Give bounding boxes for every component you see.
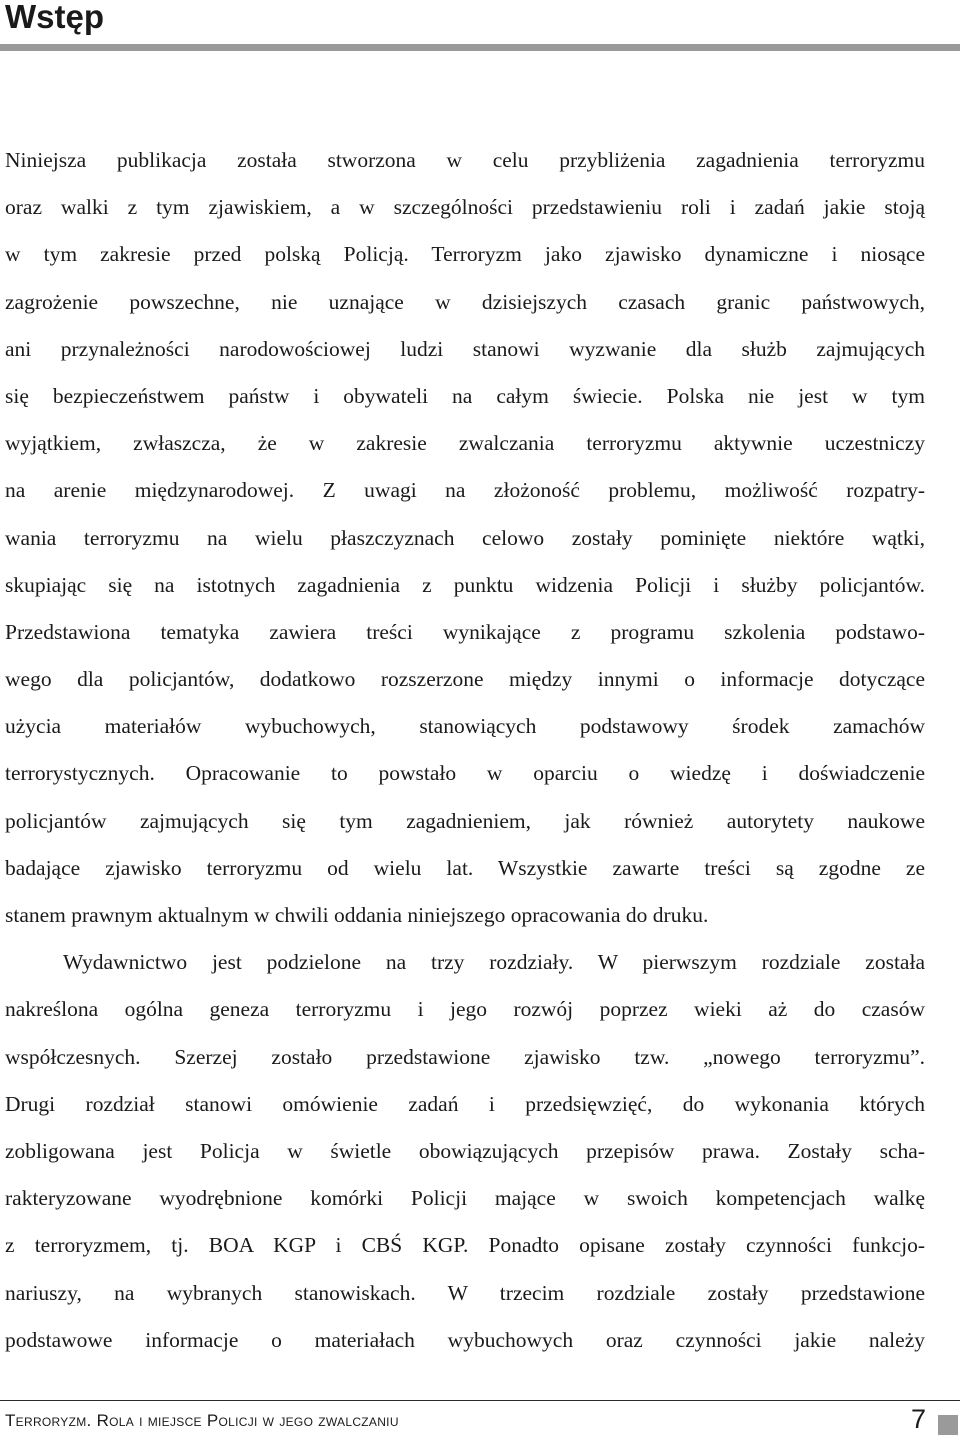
text-line: zagrożenie powszechne, nie uznające w dzisiejszych czasach granic państwowych, (5, 289, 925, 314)
body-text (5, 137, 925, 1364)
text-line: badające zjawisko terroryzmu od wielu lat. Wszystkie zawarte treści są zgodne ze (5, 855, 925, 880)
page-title: Wstęp (5, 0, 104, 35)
title-underline-bar (0, 44, 960, 51)
text-line: stanem prawnym aktualnym w chwili oddania niniejszego opracowania do druku. (5, 903, 709, 927)
text-line: Niniejsza publikacja została stworzona w celu przybliżenia zagadnienia terroryzmu (5, 148, 925, 172)
text-line: w tym zakresie przed polską Policją. Terroryzm jako zjawisko dynamiczne i niosące (5, 242, 925, 267)
text-line: Drugi rozdział stanowi omówienie zadań i przedsięwzięć, do wykonania których (5, 1091, 925, 1116)
text-line: użycia materiałów wybuchowych, stanowiących podstawowy środek zamachów (5, 714, 925, 739)
page-number: 7 (910, 1404, 926, 1434)
text-line: zobligowana jest Policja w świetle obowiązujących przepisów prawa. Zostały scha- (5, 1138, 925, 1163)
text-line: na arenie międzynarodowej. Z uwagi na złożoność problemu, możliwość rozpatry- (5, 478, 925, 503)
text-line: wyjątkiem, zwłaszcza, że w zakresie zwalczania terroryzmu aktywnie uczestniczy (5, 431, 925, 456)
text-line: z terroryzmem, tj. BOA KGP i CBŚ KGP. Ponadto opisane zostały czynności funkcjo- (5, 1233, 925, 1258)
text-line: nariuszy, na wybranych stanowiskach. W trzecim rozdziale zostały przedstawione (5, 1280, 925, 1305)
text-line: policjantów zajmujących się tym zagadnieniem, jak również autorytety naukowe (5, 808, 925, 833)
footer-divider (0, 1400, 960, 1401)
text-line: rakteryzowane wyodrębnione komórki Policji mające w swoich kompetencjach walkę (5, 1186, 925, 1211)
text-line: wego dla policjantów, dodatkowo rozszerzone między innymi o informacje dotyczące (5, 667, 925, 692)
text-line: współczesnych. Szerzej zostało przedstawione zjawisko tzw. „nowego terroryzmu”. (5, 1044, 925, 1069)
text-line: skupiając się na istotnych zagadnienia z punktu widzenia Policji i służby policjantów. (5, 572, 925, 597)
text-line: oraz walki z tym zjawiskiem, a w szczególności przedstawieniu roli i zadań jakie stoją (5, 195, 925, 220)
text-line: Wydawnictwo jest podzielone na trzy rozdziały. W pierwszym rozdziale została (63, 950, 925, 975)
text-line: Przedstawiona tematyka zawiera treści wynikające z programu szkolenia podstawo- (5, 619, 925, 644)
running-footer-title: Terroryzm. Rola i miejsce Policji w jego zwalczaniu (5, 1411, 399, 1430)
text-line: się bezpieczeństwem państw i obywateli na całym świecie. Polska nie jest w tym (5, 383, 925, 408)
page-marker-square (938, 1415, 958, 1435)
text-line: wania terroryzmu na wielu płaszczyznach celowo zostały pominięte niektóre wątki, (5, 525, 925, 550)
text-line: nakreślona ogólna geneza terroryzmu i jego rozwój poprzez wieki aż do czasów (5, 997, 925, 1022)
text-line: terrorystycznych. Opracowanie to powstało w oparciu o wiedzę i doświadczenie (5, 761, 925, 786)
text-line: podstawowe informacje o materiałach wybuchowych oraz czynności jakie należy (5, 1327, 925, 1352)
text-line: ani przynależności narodowościowej ludzi stanowi wyzwanie dla służb zajmujących (5, 336, 925, 361)
